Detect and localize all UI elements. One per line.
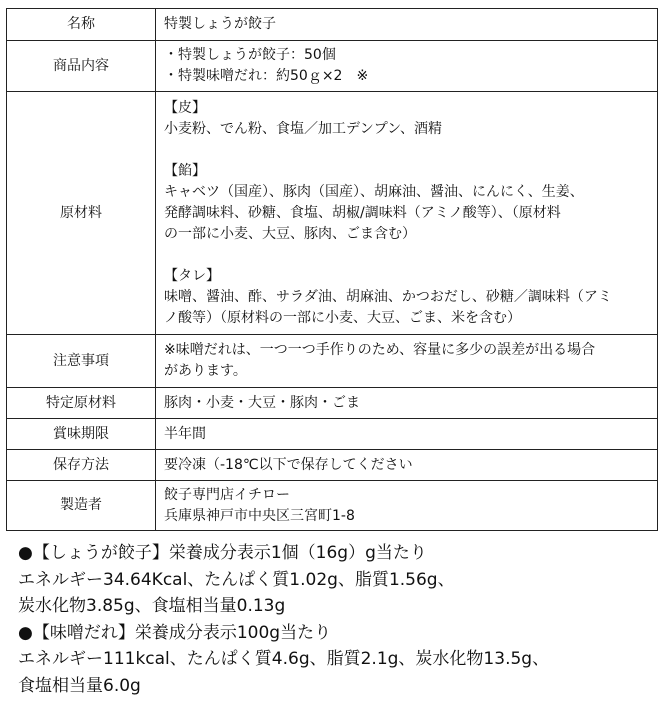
row-notes <box>7 335 658 388</box>
value-line: ※味噌だれは、一つ一つ手作りのため、容量に多少の誤差が出る場合 <box>164 342 596 358</box>
row-value <box>156 481 658 531</box>
value-line: 半年間 <box>164 425 206 442</box>
nutrition-heading-miso-sauce: ●【味噌だれ】栄養成分表示100g当たり <box>18 622 332 643</box>
value-line: ノ酸等）（原材料の一部に小麦、大豆、ごま、米を含む） <box>164 309 521 326</box>
blank-line <box>164 140 649 161</box>
value-line: キャベツ（国産）、豚肉（国産）、胡麻油、醤油、にんにく、生姜、 <box>164 183 584 200</box>
value-line: 味噌、醤油、酢、サラダ油、胡麻油、かつおだし、砂糖／調味料（アミ <box>164 288 612 305</box>
value-line: 【皮】 <box>164 99 206 116</box>
row-value <box>156 419 658 450</box>
value-line: ・特製しょうが餃子：50個 <box>164 47 336 63</box>
row-value <box>156 388 658 419</box>
value-line: ・特製味噌だれ：約50ｇ×2 ※ <box>164 68 369 84</box>
value-line: 【タレ】 <box>164 267 220 284</box>
row-label: 商品内容 <box>7 41 156 92</box>
value-line: 発酵調味料、砂糖、食塩、胡椒/調味料（アミノ酸等）、（原材料 <box>164 204 561 221</box>
row-ingredients <box>7 92 658 335</box>
row-value <box>156 41 658 92</box>
row-label: 特定原材料 <box>7 388 156 419</box>
value-line: 餃子専門店イチロー <box>164 486 290 503</box>
row-value <box>156 450 658 481</box>
row-allergens <box>7 388 658 419</box>
value-line: 兵庫県神戸市中央区三宮町1-8 <box>164 507 355 524</box>
value-line: 豚肉・小麦・大豆・豚肉・ごま <box>164 394 360 411</box>
value-line: 【餡】 <box>164 162 206 179</box>
nutrition-line: 炭水化物3.85g、食塩相当量0.13g <box>18 596 286 616</box>
value-line: 要冷凍（-18℃以下で保存してください <box>164 456 413 473</box>
row-value <box>156 92 658 335</box>
row-manufacturer <box>7 481 658 531</box>
row-label: 製造者 <box>7 481 156 531</box>
row-value <box>156 335 658 388</box>
nutrition-line: 食塩相当量6.0g <box>18 675 141 696</box>
blank-line <box>164 245 649 266</box>
value-line: 特製しょうが餃子 <box>164 16 276 32</box>
row-name <box>7 9 658 41</box>
value-line: 小麦粉、でん粉、食塩／加工デンプン、酒精 <box>164 120 443 137</box>
row-contents <box>7 41 658 92</box>
row-best-before <box>7 419 658 450</box>
nutrition-facts <box>18 540 658 699</box>
row-storage <box>7 450 658 481</box>
nutrition-line: エネルギー34.64Kcal、たんぱく質1.02g、脂質1.56g、 <box>18 569 455 590</box>
row-label: 名称 <box>7 9 156 41</box>
row-label: 原材料 <box>7 92 156 335</box>
value-line: があります。 <box>164 363 247 379</box>
value-line: の一部に小麦、大豆、豚肉、ごま含む） <box>164 225 416 242</box>
row-label: 賞味期限 <box>7 419 156 450</box>
row-label: 注意事項 <box>7 335 156 388</box>
row-value <box>156 9 658 41</box>
row-label: 保存方法 <box>7 450 156 481</box>
product-spec-table <box>6 8 658 531</box>
nutrition-line: エネルギー111kcal、たんぱく質4.6g、脂質2.1g、炭水化物13.5g、 <box>18 649 550 669</box>
nutrition-heading-gyoza: ●【しょうが餃子】栄養成分表示1個（16g）g当たり <box>18 543 427 563</box>
